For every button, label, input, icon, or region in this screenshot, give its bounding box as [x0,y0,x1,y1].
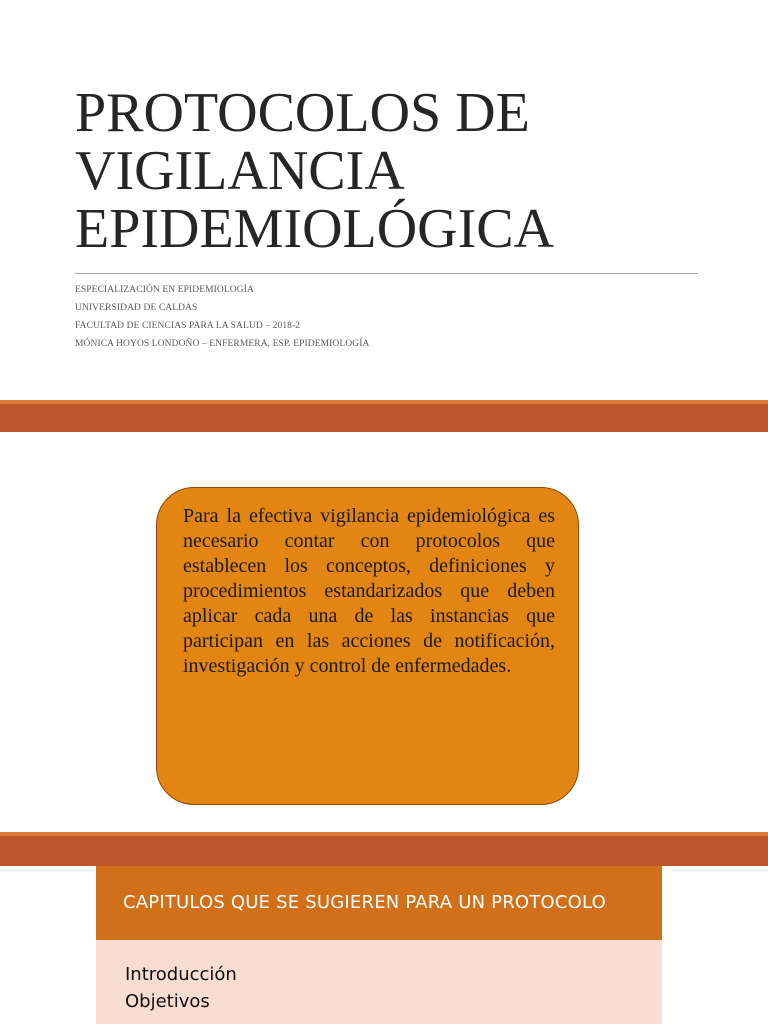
chapters-list-box [96,940,662,1024]
list-item: Introducción [125,964,237,985]
subtitle-line-4: MÓNICA HOYOS LONDOÑO – ENFERMERA, ESP. EPIDEMIOLOGÍA [75,339,370,349]
definition-callout [156,487,579,805]
slide-separator-2-highlight [0,832,768,836]
slide-separator-2 [0,832,768,866]
subtitle-line-2: UNIVERSIDAD DE CALDAS [75,303,198,313]
chapters-list [125,961,237,1015]
list-item: Objetivos [125,991,210,1012]
chapters-header [96,866,662,940]
definition-text: Para la efectiva vigilancia epidemiológica es necesario contar con protocolos que establecen los conceptos, definiciones y procedimientos estandarizados que deben aplicar cada una de las instancias que participan en las acciones de notificación, investigación y control de enfermedades. [183,505,555,677]
chapters-header-text: CAPITULOS QUE SE SUGIEREN PARA UN PROTOCOLO [123,892,606,913]
title-line-3: EPIDEMIOLÓGICA [75,198,555,260]
slide-separator-1-highlight [0,400,768,404]
slide-chapters [0,866,768,1024]
subtitle-line-3: FACULTAD DE CIENCIAS PARA LA SALUD – 2018-2 [75,321,301,331]
slide-title-heading [75,84,735,258]
title-line-1: PROTOCOLOS DE [75,82,530,144]
slide-title [0,0,768,400]
title-line-2: VIGILANCIA [75,140,405,202]
title-divider [75,273,698,274]
subtitle-block [75,281,369,353]
subtitle-line-1: ESPECIALIZACIÓN EN EPIDEMIOLOGÍA [75,285,254,295]
slide-definition [0,432,768,832]
slide-separator-1 [0,400,768,432]
